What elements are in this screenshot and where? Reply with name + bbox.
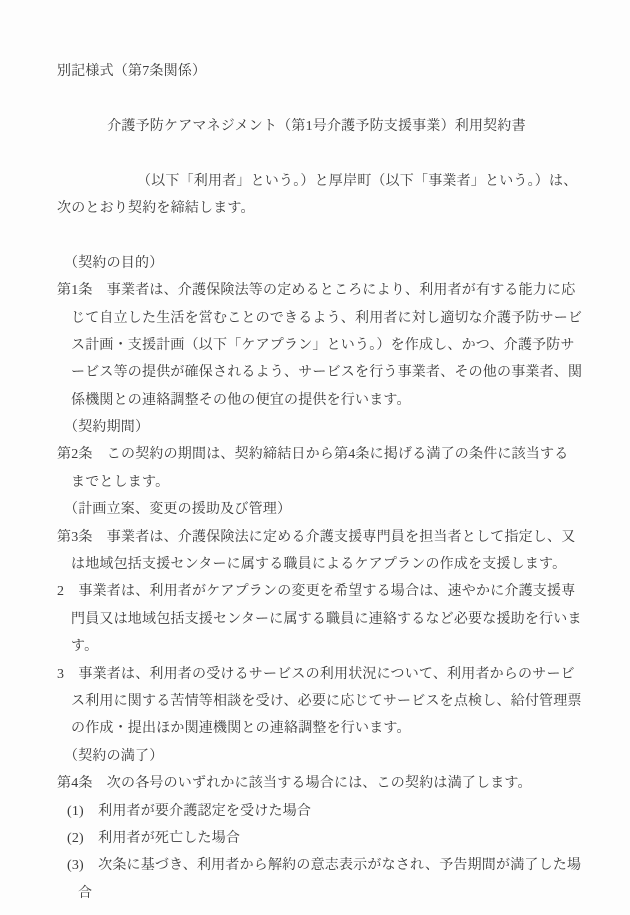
intro-line: 次のとおり契約を締結します。 xyxy=(57,200,255,216)
paragraph-line: の作成・提出ほか関連機関との連絡調整を行います。 xyxy=(71,721,411,737)
section-heading: （契約の満了） xyxy=(64,748,164,764)
item-line: (2) 利用者が死亡した場合 xyxy=(67,830,241,846)
item-line: 合 xyxy=(78,885,93,901)
intro-line: （以下「利用者」という。）と厚岸町（以下「事業者」という。）は、 xyxy=(137,173,578,189)
article-line: 第3条 事業者は、介護保険法に定める介護支援専門員を担当者として指定し、又 xyxy=(57,529,576,545)
paragraph-line: ス利用に関する苦情等相談を受け、必要に応じてサービスを点検し、給付管理票 xyxy=(71,693,582,709)
paragraph-line: 門員又は地域包括支援センターに属する職員に連絡するなど必要な援助を行いま xyxy=(71,611,582,627)
blank-line xyxy=(57,222,576,249)
blank-line xyxy=(57,140,576,167)
article-line: 第2条 この契約の期間は、契約締結日から第4条に掲げる満了の条件に該当する xyxy=(57,447,569,463)
article-line: 係機関との連絡調整その他の便宜の提供を行います。 xyxy=(71,392,411,408)
article-line: ービス等の提供が確保されるよう、サービスを行う事業者、その他の事業者、関 xyxy=(71,365,583,381)
article-line: 第4条 次の各号のいずれかに該当する場合には、この契約は満了します。 xyxy=(57,776,532,792)
article-line: までとします。 xyxy=(71,474,170,490)
article-line: じて自立した生活を営むことのできるよう、利用者に対し適切な介護予防サービ xyxy=(71,310,583,326)
section-heading: （契約期間） xyxy=(64,420,150,436)
paragraph-line: 3 事業者は、利用者の受けるサービスの利用状況について、利用者からのサービ xyxy=(57,666,575,682)
document-title: 介護予防ケアマネジメント（第1号介護予防支援事業）利用契約書 xyxy=(107,118,526,134)
item-line: (1) 利用者が要介護認定を受けた場合 xyxy=(67,803,312,819)
paragraph-line: す。 xyxy=(71,639,99,655)
document-body xyxy=(57,58,583,907)
paragraph-line: 2 事業者は、利用者がケアプランの変更を希望する場合は、速やかに介護支援専 xyxy=(57,584,576,600)
section-heading: （契約の目的） xyxy=(64,255,164,271)
section-heading: （計画立案、変更の援助及び管理） xyxy=(64,502,292,518)
form-note: 別記様式（第7条関係） xyxy=(57,64,207,79)
item-line: (3) 次条に基づき、利用者から解約の意志表示がなされ、予告期間が満了した場 xyxy=(67,858,582,874)
blank-line xyxy=(57,85,576,112)
article-line: は地域包括支援センターに属する職員によるケアプランの作成を支援します。 xyxy=(71,557,567,573)
article-line: ス計画・支援計画（以下「ケアプラン」という。）を作成し、かつ、介護予防サ xyxy=(71,337,575,353)
article-line: 第1条 事業者は、介護保険法等の定めるところにより、利用者が有する能力に応 xyxy=(57,283,576,299)
